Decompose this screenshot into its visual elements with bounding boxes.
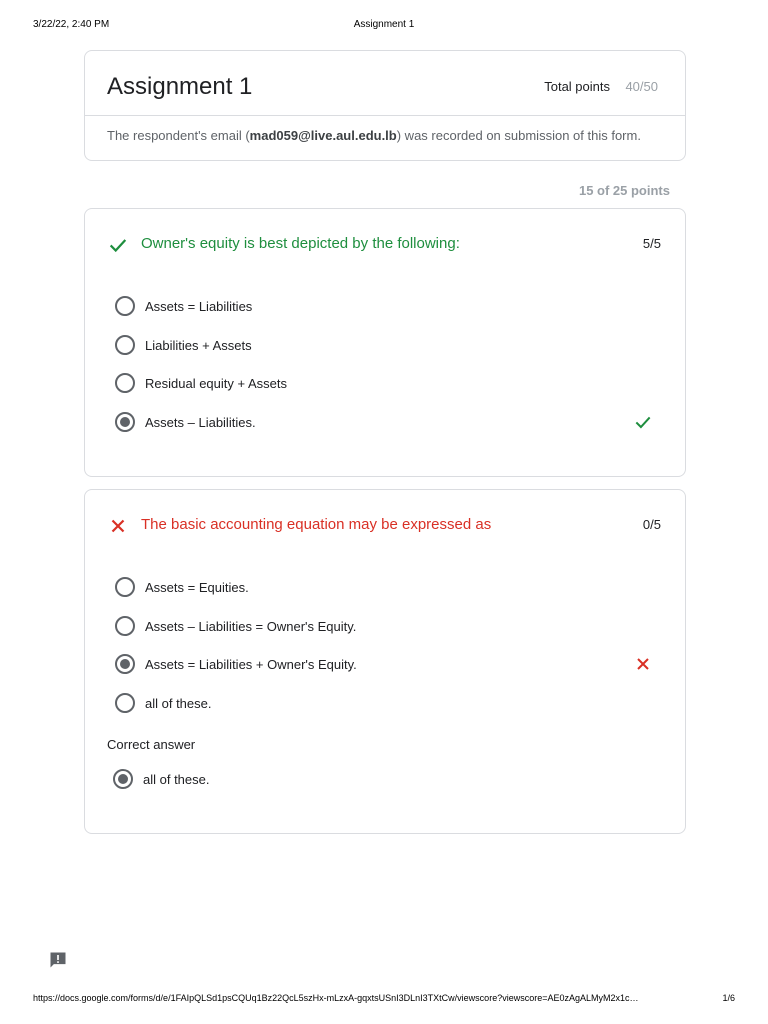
question-score: 5/5 <box>642 236 661 251</box>
correct-answer-option <box>113 769 663 791</box>
question-text: Owner's equity is best depicted by the following: <box>141 235 460 252</box>
radio-button[interactable] <box>115 335 135 355</box>
option-label: Assets – Liabilities = Owner's Equity. <box>145 619 357 634</box>
radio-button-selected <box>113 769 133 789</box>
option-row[interactable] <box>115 577 663 599</box>
form-header-card <box>84 50 686 161</box>
radio-button[interactable] <box>115 296 135 316</box>
form-title: Assignment 1 <box>107 73 253 100</box>
page-url: https://docs.google.com/forms/d/e/1FAIpQLSd1psCQUq1Bz22QcL5szHx-mLzxA-gqxtsUSnI3DLnI3TXtCw/viewscore?viewscore=AE0zAgALMyM2x1c… <box>33 993 639 1003</box>
print-datetime: 3/22/22, 2:40 PM <box>33 19 110 30</box>
radio-button-selected[interactable] <box>115 412 135 432</box>
option-row[interactable] <box>115 373 663 395</box>
option-label: Assets = Liabilities + Owner's Equity. <box>145 657 357 672</box>
print-doc-title: Assignment 1 <box>353 19 415 30</box>
question-header <box>107 234 663 256</box>
print-footer <box>33 993 735 1007</box>
radio-button[interactable] <box>115 373 135 393</box>
option-row[interactable] <box>115 693 663 715</box>
question-text: The basic accounting equation may be expressed as <box>141 516 492 533</box>
option-row[interactable] <box>115 335 663 357</box>
report-feedback-icon[interactable] <box>48 950 68 970</box>
section-points: 15 of 25 points <box>578 183 670 198</box>
x-icon <box>633 654 653 674</box>
x-icon <box>107 515 129 537</box>
header-divider <box>85 115 685 116</box>
option-row[interactable] <box>115 412 663 434</box>
option-label: Assets = Liabilities <box>145 299 253 314</box>
option-label: Assets = Equities. <box>145 580 249 595</box>
check-icon <box>633 412 653 432</box>
check-icon <box>107 234 129 256</box>
radio-button[interactable] <box>115 577 135 597</box>
total-points-label: Total points <box>544 79 610 94</box>
email-prefix: The respondent's email ( <box>107 128 250 143</box>
correct-answer-label: Correct answer <box>107 737 196 752</box>
option-row[interactable] <box>115 616 663 638</box>
correct-answer-text: all of these. <box>143 772 210 787</box>
total-points-value: 40/50 <box>625 79 658 94</box>
print-header <box>33 19 735 33</box>
respondent-email-notice <box>107 128 641 143</box>
radio-button[interactable] <box>115 616 135 636</box>
respondent-email: mad059@live.aul.edu.lb <box>249 128 397 143</box>
page-number: 1/6 <box>722 993 735 1003</box>
question-card-2 <box>84 489 686 834</box>
question-header <box>107 515 663 537</box>
option-label: Liabilities + Assets <box>145 338 252 353</box>
question-score: 0/5 <box>642 517 661 532</box>
radio-button-selected[interactable] <box>115 654 135 674</box>
question-card-1 <box>84 208 686 477</box>
option-label: Assets – Liabilities. <box>145 415 256 430</box>
email-suffix: ) was recorded on submission of this form. <box>396 128 641 143</box>
radio-button[interactable] <box>115 693 135 713</box>
option-label: all of these. <box>145 696 212 711</box>
option-row[interactable] <box>115 654 663 676</box>
option-label: Residual equity + Assets <box>145 376 287 391</box>
option-row[interactable] <box>115 296 663 318</box>
